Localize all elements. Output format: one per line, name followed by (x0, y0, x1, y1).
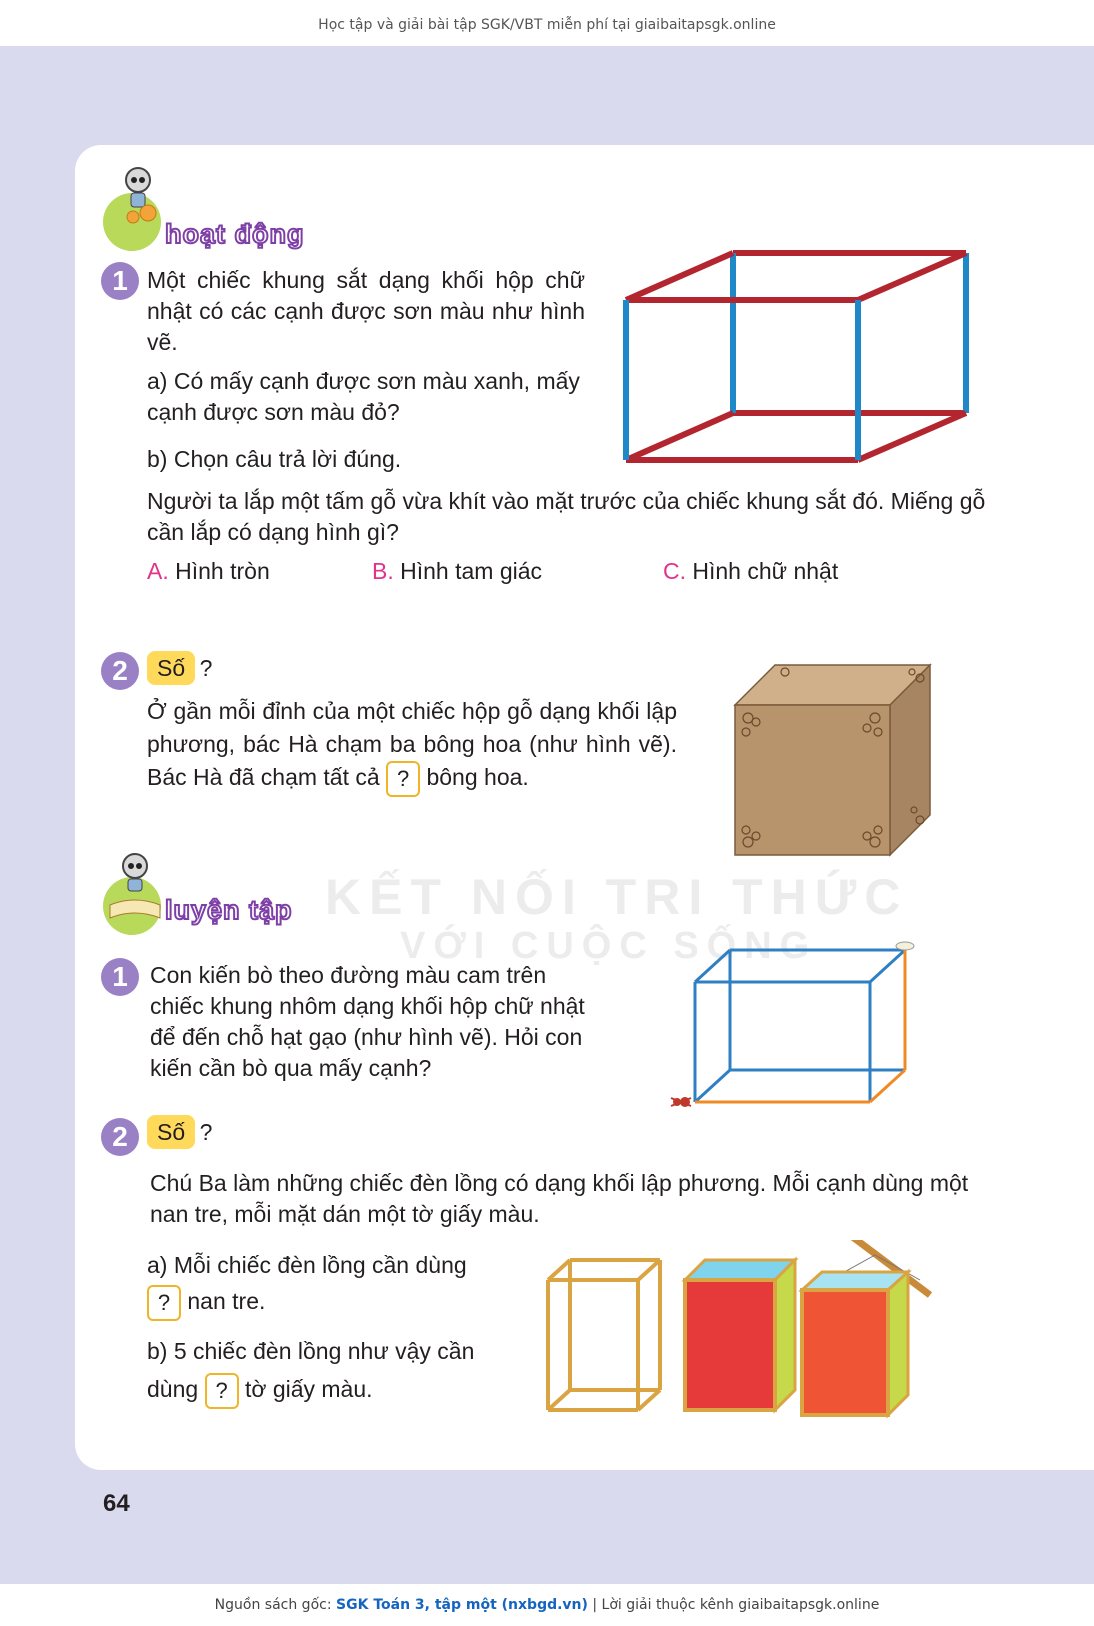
practice-ex2-heading (147, 1115, 212, 1149)
activity-ex2-tail: bông hoa. (426, 764, 529, 791)
robot-reading-icon (105, 850, 165, 930)
practice-banner-title: luyện tập (165, 895, 293, 925)
activity-ex2-heading (147, 651, 212, 685)
activity-ex1-number: 1 (101, 262, 139, 300)
activity-ex2-text (147, 695, 677, 797)
activity-ex2-number: 2 (101, 652, 139, 690)
part-a-tail: nan tre. (187, 1288, 266, 1315)
practice-ex1-number: 1 (101, 958, 139, 996)
site-header: Học tập và giải bài tập SGK/VBT miễn phí tại giaibaitapsgk.online (0, 0, 1094, 46)
robot-icon (113, 165, 163, 235)
watermark-line1: KẾT NỐI TRI THỨC (325, 869, 909, 925)
option-a[interactable] (147, 556, 270, 587)
site-footer (0, 1584, 1094, 1626)
wooden-cube-figure (730, 660, 935, 865)
option-c[interactable] (663, 556, 838, 587)
activity-ex1-question: Người ta lắp một tấm gỗ vừa khít vào mặt trước của chiếc khung sắt đó. Miếng gỗ cần lắp có dạng hình gì? (147, 488, 986, 545)
practice-ex2-part-a-line2 (147, 1285, 265, 1321)
activity-ex1-part-a: a) Có mấy cạnh được sơn màu xanh, mấy cạnh được sơn màu đỏ? (147, 368, 580, 425)
practice-ex2-number: 2 (101, 1118, 139, 1156)
activity-ex2-body: Ở gần mỗi đỉnh của một chiếc hộp gỗ dạng khối lập phương, bác Hà chạm ba bông hoa (như hình vẽ). Bác Hà đã chạm tất cả (147, 698, 677, 791)
so-badge-2: Số (147, 1115, 195, 1149)
practice-ex2-intro: Chú Ba làm những chiếc đèn lồng có dạng khối lập phương. Mỗi cạnh dùng một nan tre, mỗi mặt dán một tờ giấy màu. (150, 1170, 969, 1227)
answer-box[interactable]: ? (386, 761, 420, 797)
practice-ex2-part-b-line1: b) 5 chiếc đèn lồng như vậy cần (147, 1338, 475, 1364)
option-a-letter: A. (147, 558, 169, 584)
page-number: 64 (103, 1490, 130, 1517)
so-question-mark-2: ? (199, 1119, 213, 1145)
part-b-tail: tờ giấy màu. (244, 1376, 373, 1403)
option-b-text: Hình tam giác (400, 558, 543, 584)
answer-box-bamboo[interactable]: ? (147, 1285, 181, 1321)
watermark-line2: VỚI CUỘC SỐNG (400, 925, 818, 967)
answer-box-paper[interactable]: ? (205, 1373, 239, 1409)
footer-prefix: Nguồn sách gốc: (214, 1597, 332, 1613)
part-b-lead: dùng (147, 1376, 199, 1403)
activity-ex1-intro: Một chiếc khung sắt dạng khối hộp chữ nhật có các cạnh được sơn màu như hình vẽ. (147, 267, 585, 355)
activity-ex1-part-b: b) Chọn câu trả lời đúng. (147, 446, 402, 472)
practice-ex1-text: Con kiến bò theo đường màu cam trên chiếc khung nhôm dạng khối hộp chữ nhật để đến chỗ hạt gạo (như hình vẽ). Hỏi con kiến cần bò qua mấy cạnh? (150, 962, 585, 1081)
option-c-text: Hình chữ nhật (692, 558, 839, 584)
iron-frame-box-figure (618, 245, 978, 475)
footer-source-link[interactable]: SGK Toán 3, tập một (nxbgd.vn) (336, 1597, 588, 1613)
option-a-text: Hình tròn (175, 558, 270, 584)
ant-path-frame-figure (655, 940, 925, 1115)
practice-ex2-part-a-line1: a) Mỗi chiếc đèn lồng cần dùng (147, 1252, 467, 1278)
footer-suffix: | Lời giải thuộc kênh giaibaitapsgk.online (592, 1597, 880, 1613)
so-badge: Số (147, 651, 195, 685)
option-c-letter: C. (663, 558, 686, 584)
option-b[interactable] (372, 556, 542, 587)
lanterns-figure (540, 1240, 980, 1440)
activity-banner-title: hoạt động (165, 219, 305, 249)
so-question-mark: ? (199, 655, 213, 681)
option-b-letter: B. (372, 558, 394, 584)
practice-ex2-part-b-line2 (147, 1373, 373, 1409)
